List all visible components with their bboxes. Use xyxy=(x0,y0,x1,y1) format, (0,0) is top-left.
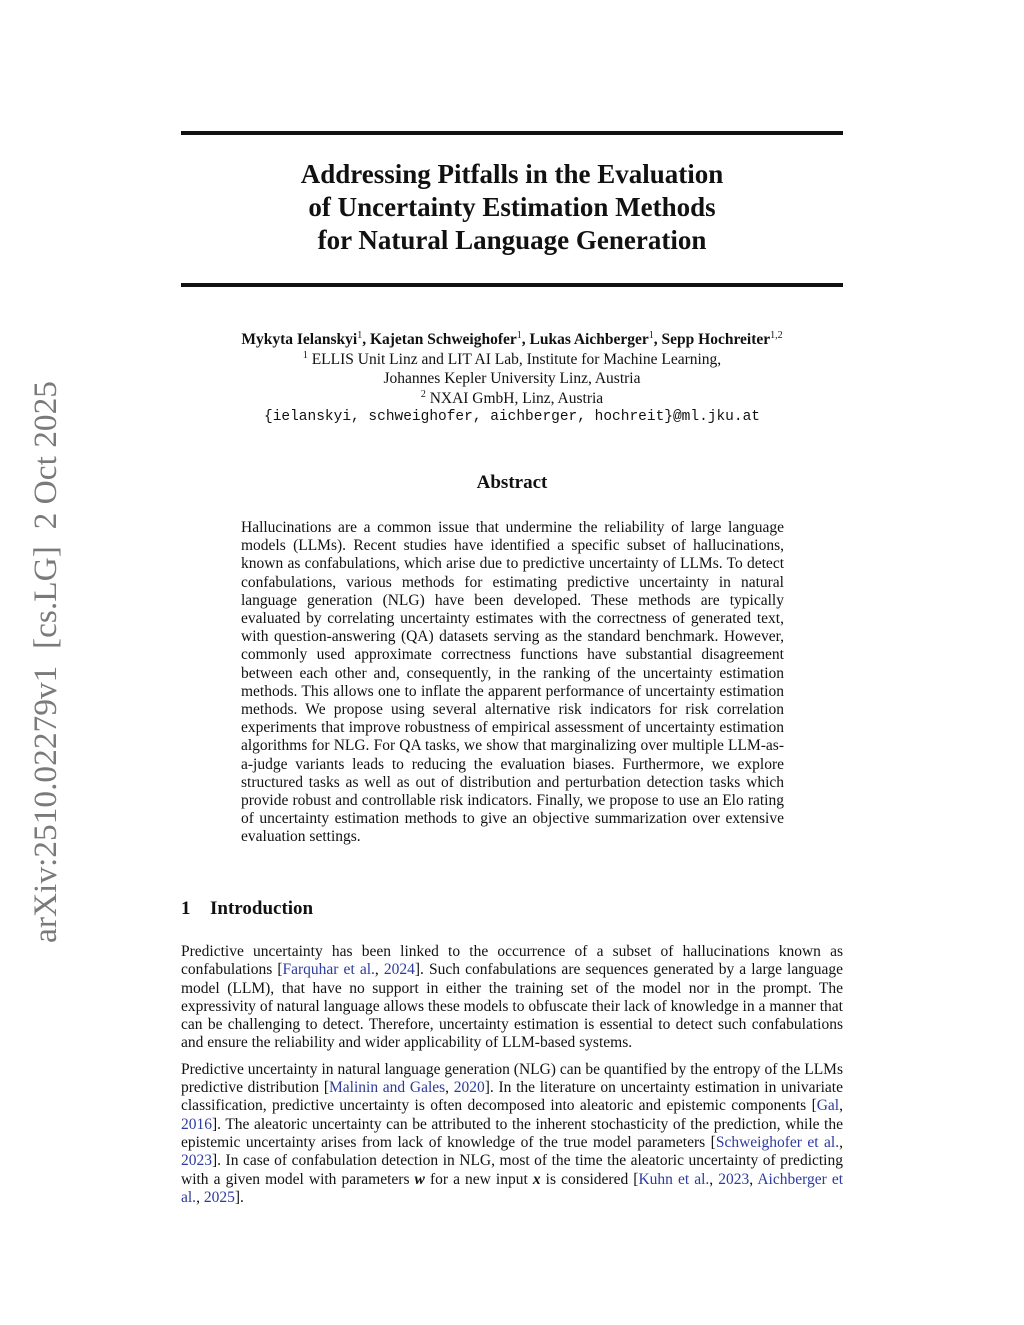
introduction-body xyxy=(181,943,843,1215)
author-name: Kajetan Schweighofer xyxy=(369,331,517,348)
math-symbol-x: x xyxy=(532,1170,541,1188)
citation-link[interactable]: Gal xyxy=(816,1097,840,1115)
text-run: for a new input xyxy=(424,1170,533,1188)
citation-year-link[interactable]: 2025 xyxy=(203,1188,235,1206)
text-run: Predictive uncertainty has been linked to the occurrence of a subset of hallucinations known as confabulations [ xyxy=(181,943,843,979)
title-line-1: Addressing Pitfalls in the Evaluation xyxy=(300,159,724,189)
affiliation-1-mark: 1 xyxy=(302,349,308,361)
author-emails: {ielanskyi, schweighofer, aichberger, hochreit}@ml.jku.at xyxy=(264,409,760,425)
citation-link[interactable]: Malinin and Gales xyxy=(329,1079,446,1097)
author-affiliation-mark: 1 xyxy=(516,329,522,341)
title-line-2: of Uncertainty Estimation Methods xyxy=(308,192,716,222)
author-affiliation-mark: 1,2 xyxy=(770,329,783,341)
author-name: Lukas Aichberger xyxy=(529,331,649,348)
text-run: , xyxy=(709,1170,719,1188)
citation-year-link[interactable]: 2020 xyxy=(453,1079,485,1097)
text-run: Predictive uncertainty in natural language generation (NLG) can be quantified by the entropy of the LLMs predictive distribution [ xyxy=(181,1060,843,1097)
text-run: , xyxy=(374,961,384,979)
math-symbol-w: w xyxy=(414,1170,425,1188)
affiliation-1 xyxy=(181,350,843,370)
author-names: Mykyta Ielanskyi$^1$, Kajetan Schweighofer$^1$, Lukas Aichberger$^1$, Sepp Hochreiter$^{1,2}$ xyxy=(241,329,783,348)
text-run: ]. In the literature on uncertainty estimation in univariate classification, predictive uncertainty is often decomposed into aleatoric and epistemic components [ xyxy=(181,1079,843,1115)
affiliation-2-mark: 2 xyxy=(420,388,426,400)
author-name: Mykyta Ielanskyi xyxy=(241,331,358,348)
affiliation-1-line-1: ELLIS Unit Linz and LIT AI Lab, Institute for Machine Learning, xyxy=(311,350,722,368)
intro-paragraph-1 xyxy=(181,943,843,1053)
intro-paragraph-2 xyxy=(181,1061,843,1207)
affiliation-1-line-2: Johannes Kepler University Linz, Austria xyxy=(383,370,641,387)
text-run: , xyxy=(839,1097,843,1115)
paper-title xyxy=(181,158,843,257)
abstract-body: Hallucinations are a common issue that undermine the reliability of large language models (LLMs). Recent studies have identified a specific subset of hallucinations, known as confabulations, which arise due to predictive uncertainty of LLMs. To detect confabulations, various methods for estimating predictive uncertainty in natural language generation (NLG) have been developed. These methods are typically evaluated by correlating uncertainty estimates with the correctness of generated text, with question-answering (QA) datasets serving as the standard benchmark. However, commonly used approximate correctness functions have substantial disagreement between each other and, consequently, in the ranking of the uncertainty estimation methods. This allows one to inflate the apparent performance of uncertainty estimation methods. We propose using several alternative risk indicators for risk correlation experiments that improve robustness of empirical assessment of uncertainty estimation algorithms for NLG. For QA tasks, we show that marginalizing over multiple LLM-as-a-judge variants leads to reducing the evaluation biases. Furthermore, we explore structured tasks as well as out of distribution and perturbation detection tasks which provide robust and controllable risk indicators. Finally, we propose to use an Elo rating of uncertainty estimation methods to give an objective summarization over extensive evaluation settings. xyxy=(241,519,784,846)
author-affiliation-mark: 1 xyxy=(648,329,654,341)
citation-year-link[interactable]: 2023 xyxy=(718,1170,750,1188)
author-name: Sepp Hochreiter xyxy=(661,331,771,348)
text-run: is considered [ xyxy=(540,1170,639,1188)
title-top-rule xyxy=(181,131,843,135)
text-run: , xyxy=(445,1079,454,1097)
text-run: ]. xyxy=(234,1188,244,1206)
citation-link[interactable]: Aichberger et al. xyxy=(181,1170,844,1206)
arxiv-identifier-text: arXiv:2510.02279v1 [cs.LG] 2 Oct 2025 xyxy=(28,387,64,943)
citation-year-link[interactable]: 2024 xyxy=(383,961,415,979)
title-line-3: for Natural Language Generation xyxy=(317,225,707,255)
citation-link[interactable]: Farquhar et al. xyxy=(282,961,375,979)
affiliation-2 xyxy=(181,389,843,409)
author-affiliation-mark: 1 xyxy=(357,329,363,341)
text-run: ]. The aleatoric uncertainty can be attributed to the inherent stochasticity of the prediction, while the epistemic uncertainty arises from lack of knowledge of the true model parameters [ xyxy=(181,1115,843,1151)
citation-link[interactable]: Kuhn et al. xyxy=(638,1170,710,1188)
arxiv-identifier-stamp xyxy=(25,380,65,946)
abstract-heading: Abstract xyxy=(476,472,548,493)
text-run: , xyxy=(839,1133,843,1151)
author-block xyxy=(181,330,843,428)
title-bottom-rule xyxy=(181,283,843,287)
text-run: , xyxy=(749,1170,758,1188)
citation-link[interactable]: Schweighofer et al. xyxy=(715,1133,840,1151)
citation-year-link[interactable]: 2016 xyxy=(181,1115,212,1133)
text-run: ]. Such confabulations are sequences generated by a large language model (LLM), that have no support in either the training set of the model nor in the prompt. The expressivity of natural language allows these models to obfuscate their lack of knowledge in a manner that can be challenging to detect. Therefore, uncertainty estimation is essential to detect such confabulations and ensure the reliability and wider applicability of LLM-based systems. xyxy=(181,961,843,1052)
affiliation-2-line-1: NXAI GmbH, Linz, Austria xyxy=(429,389,604,407)
section-heading-introduction xyxy=(181,898,313,920)
section-title: Introduction xyxy=(210,898,314,919)
text-run: ]. In case of confabulation detection in NLG, most of the time the aleatoric uncertainty of predicting with a given model with parameters xyxy=(181,1152,843,1188)
citation-year-link[interactable]: 2023 xyxy=(181,1152,212,1170)
section-number: 1 xyxy=(181,898,191,919)
text-run: , xyxy=(196,1188,204,1206)
